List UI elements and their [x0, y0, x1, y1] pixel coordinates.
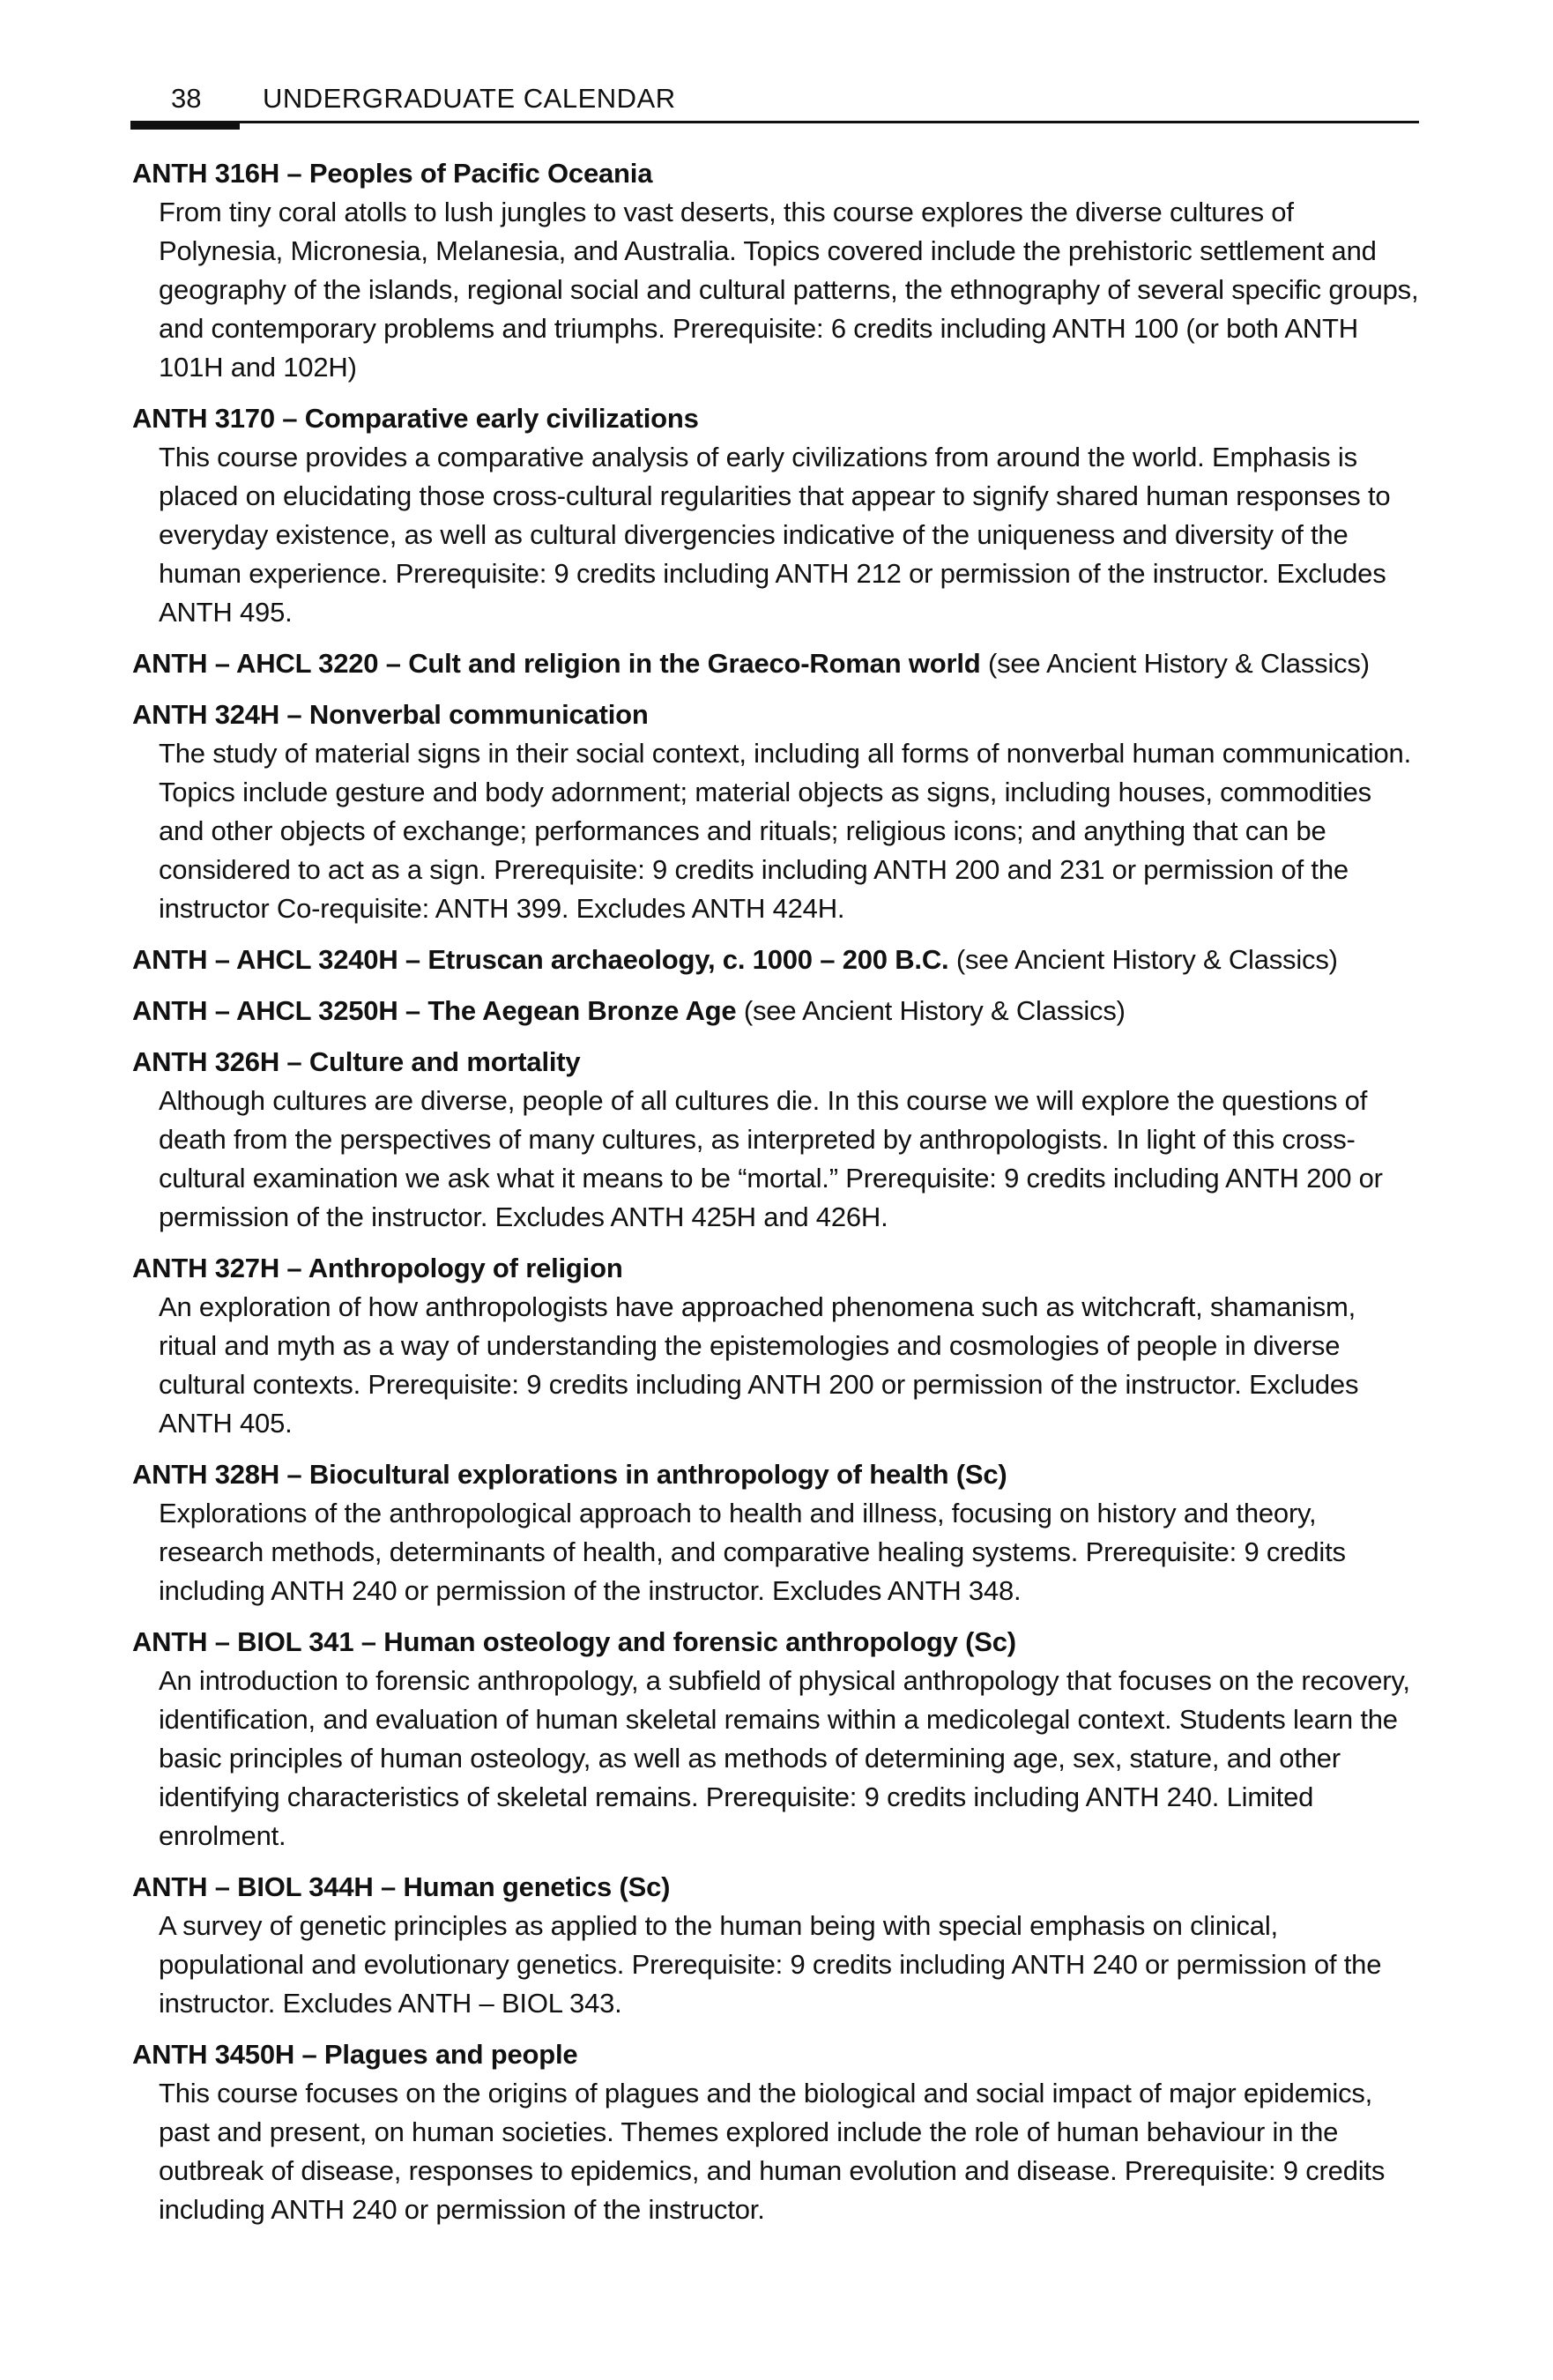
- course-entry: [132, 1249, 1419, 1443]
- course-description: This course focuses on the origins of plagues and the biological and social impact of major epidemics, past and present, on human societies. Themes explored include the role of human behaviour in the outbreak of disease, responses to epidemics, and human evolution and disease. Prerequisite: 9 credits including ANTH 240 or permission of the instructor.: [159, 2078, 1386, 2225]
- course-entry: [132, 154, 1419, 387]
- course-entry: [132, 695, 1419, 928]
- course-description: This course provides a comparative analysis of early civilizations from around the world. Emphasis is placed on elucidating those cross-cultural regularities that appear to signify shared human responses to everyday existence, as well as cultural divergencies indicative of the uniqueness and diversity of the human experience. Prerequisite: 9 credits including ANTH 212 or permission of the instructor. Excludes ANTH 495.: [159, 442, 1391, 628]
- course-description: From tiny coral atolls to lush jungles to vast deserts, this course explores the diverse cultures of Polynesia, Micronesia, Melanesia, and Australia. Topics covered include the prehistoric settlement and geography of the islands, regional social and cultural patterns, the ethnography of several specific groups, and contemporary problems and triumphs. Prerequisite: 6 credits including ANTH 100 (or both ANTH 101H and 102H): [159, 197, 1419, 383]
- course-entry: [132, 644, 1419, 683]
- course-heading-text: ANTH – AHCL 3250H – The Aegean Bronze Age: [132, 995, 737, 1026]
- course-heading-with-reference: [132, 644, 1419, 683]
- course-entry: [132, 992, 1419, 1030]
- course-heading: ANTH – BIOL 341 – Human osteology and forensic anthropology (Sc): [132, 1626, 1016, 1657]
- page-number: 38: [171, 83, 202, 114]
- course-entry: [132, 1455, 1419, 1610]
- course-description: The study of material signs in their social context, including all forms of nonverbal human communication. Topics include gesture and body adornment; material objects as signs, including houses, commodities and other objects of exchange; performances and rituals; religious icons; and anything that can be considered to act as a sign. Prerequisite: 9 credits including ANTH 200 and 231 or permission of the instructor Co-requisite: ANTH 399. Excludes ANTH 424H.: [159, 738, 1411, 924]
- course-heading-with-reference: [132, 992, 1419, 1030]
- course-entry: [132, 1868, 1419, 2023]
- course-heading: ANTH 328H – Biocultural explorations in anthropology of health (Sc): [132, 1459, 1007, 1490]
- course-heading-text: ANTH – AHCL 3240H – Etruscan archaeology, c. 1000 – 200 B.C.: [132, 944, 949, 975]
- course-heading-with-reference: [132, 941, 1419, 979]
- course-description: A survey of genetic principles as applied to the human being with special emphasis on clinical, populational and evolutionary genetics. Prerequisite: 9 credits including ANTH 240 or permission of the instructor. Excludes ANTH – BIOL 343.: [159, 1910, 1382, 2019]
- running-header-title: UNDERGRADUATE CALENDAR: [263, 83, 676, 114]
- course-heading: ANTH 324H – Nonverbal communication: [132, 699, 649, 730]
- cross-reference-note: (see Ancient History & Classics): [955, 944, 1338, 975]
- cross-reference-note: (see Ancient History & Classics): [743, 995, 1126, 1026]
- course-description: An exploration of how anthropologists have approached phenomena such as witchcraft, shamanism, ritual and myth as a way of understanding the epistemologies and cosmologies of people in diverse cultural contexts. Prerequisite: 9 credits including ANTH 200 or permission of the instructor. Excludes ANTH 405.: [159, 1291, 1359, 1439]
- header-tab-marker: [130, 121, 240, 130]
- course-description: Although cultures are diverse, people of all cultures die. In this course we will explore the questions of death from the perspectives of many cultures, as interpreted by anthropologists. In light of this cross-cultural examination we ask what it means to be “mortal.” Prerequisite: 9 credits including ANTH 200 or permission of the instructor. Excludes ANTH 425H and 426H.: [159, 1085, 1383, 1232]
- page-header: [130, 81, 1419, 130]
- course-description: Explorations of the anthropological approach to health and illness, focusing on history and theory, research methods, determinants of health, and comparative healing systems. Prerequisite: 9 credits including ANTH 240 or permission of the instructor. Excludes ANTH 348.: [159, 1498, 1346, 1606]
- cross-reference-note: (see Ancient History & Classics): [987, 648, 1370, 679]
- course-heading: ANTH 327H – Anthropology of religion: [132, 1253, 623, 1283]
- course-heading: ANTH – BIOL 344H – Human genetics (Sc): [132, 1871, 671, 1902]
- course-heading: ANTH 316H – Peoples of Pacific Oceania: [132, 158, 653, 189]
- course-entry: [132, 941, 1419, 979]
- course-entry: [132, 1623, 1419, 1856]
- course-heading-text: ANTH – AHCL 3220 – Cult and religion in the Graeco-Roman world: [132, 648, 981, 679]
- course-entry: [132, 2035, 1419, 2229]
- course-list: [132, 154, 1419, 2242]
- header-rule: [130, 121, 1419, 123]
- course-heading: ANTH 326H – Culture and mortality: [132, 1046, 581, 1077]
- course-heading: ANTH 3170 – Comparative early civilizations: [132, 403, 699, 434]
- course-description: An introduction to forensic anthropology, a subfield of physical anthropology that focuses on the recovery, identification, and evaluation of human skeletal remains within a medicolegal context. Students learn the basic principles of human osteology, as well as methods of determining age, sex, stature, and other identifying characteristics of skeletal remains. Prerequisite: 9 credits including ANTH 240. Limited enrolment.: [159, 1665, 1410, 1851]
- course-entry: [132, 399, 1419, 632]
- course-entry: [132, 1043, 1419, 1237]
- course-heading: ANTH 3450H – Plagues and people: [132, 2039, 578, 2070]
